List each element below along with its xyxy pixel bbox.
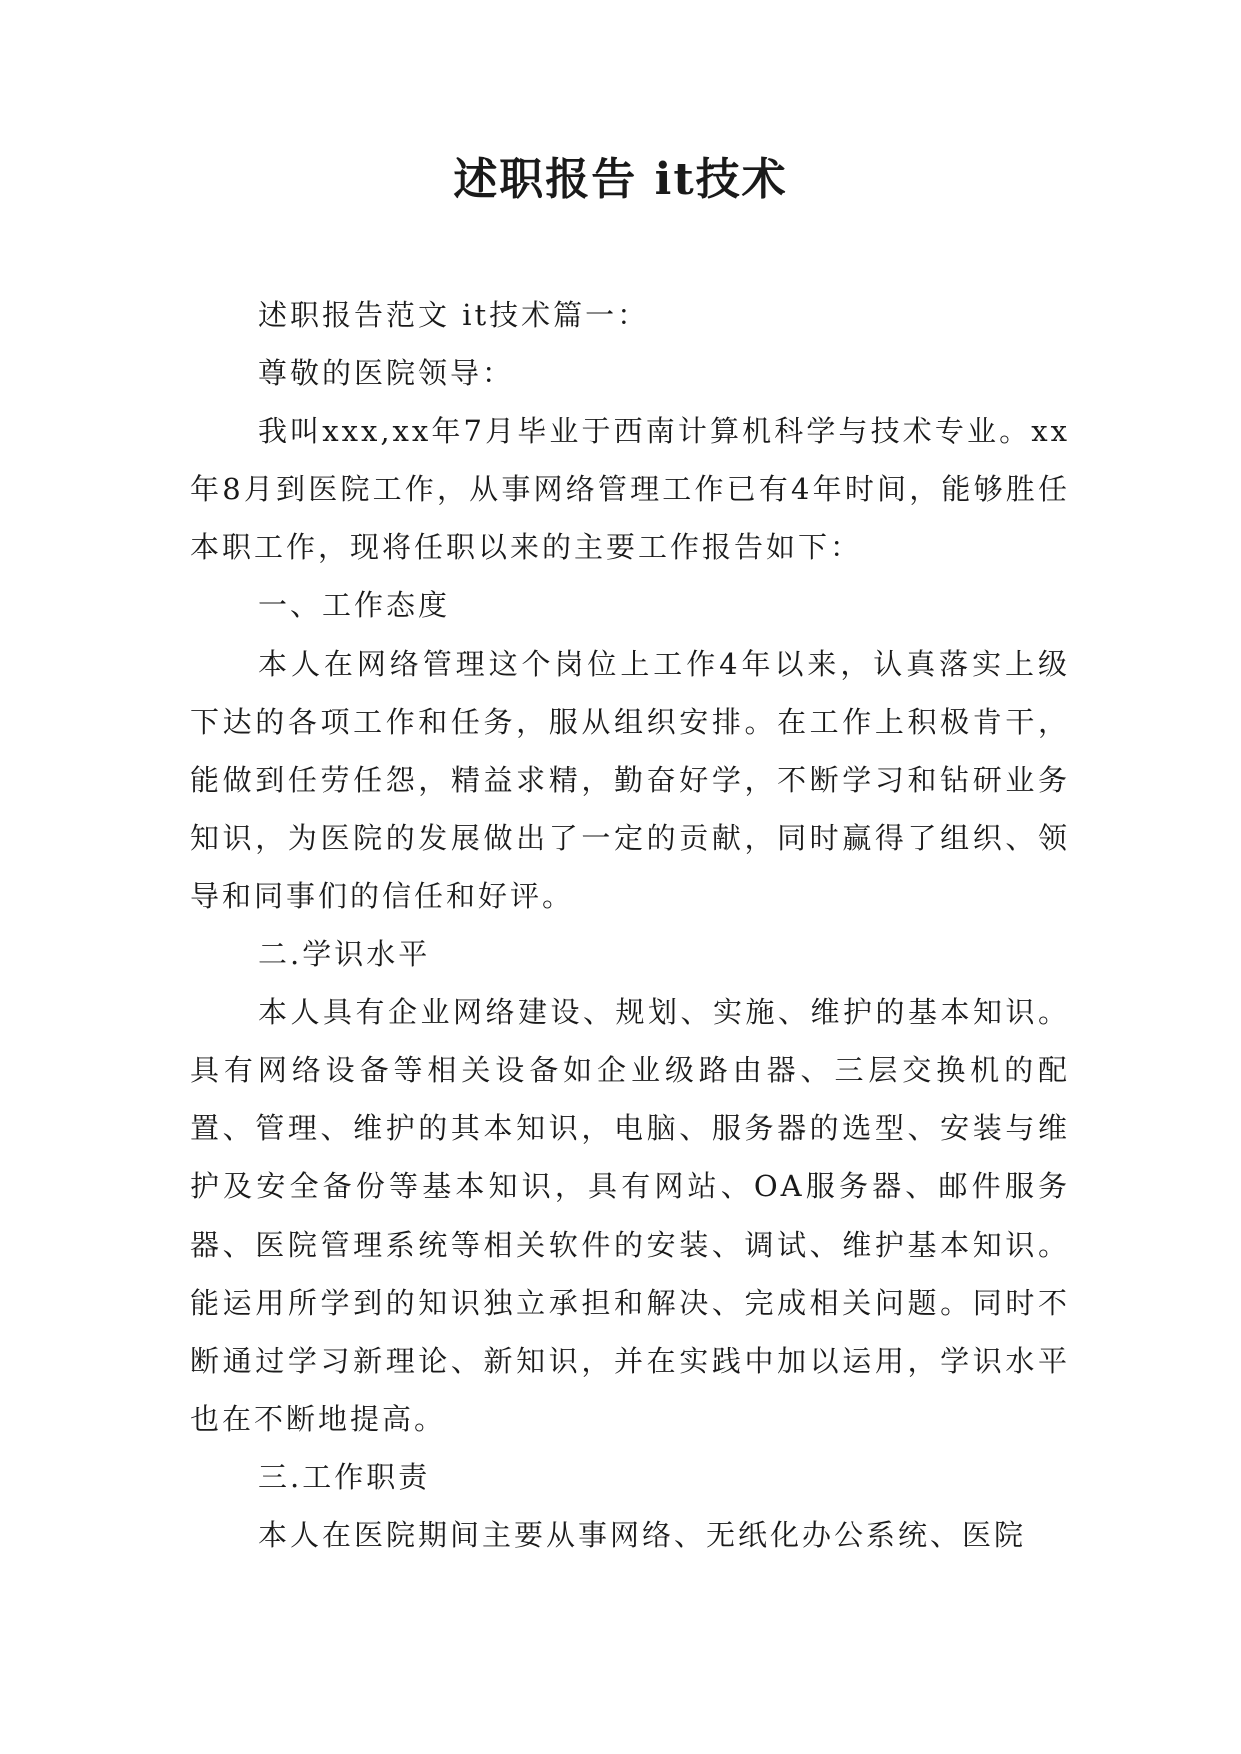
- section-heading-work-attitude: 一、工作态度: [258, 588, 451, 623]
- document-title: 述职报告 it技术: [453, 154, 788, 205]
- paragraph-salutation: 尊敬的医院领导：: [258, 356, 515, 391]
- section-heading-knowledge-level: 二.学识水平: [258, 937, 431, 972]
- paragraph-work-attitude: 本人在网络管理这个岗位上工作4年以来，认真落实上级下达的各项工作和任务，服从组织安排。在工作上积极肯干，能做到任劳任怨，精益求精，勤奋好学，不断学习和钻研业务知识，为医院的发展做出了一定的贡献，同时赢得了组织、领导和同事们的信任和好评。: [190, 646, 1070, 913]
- section-heading-job-duties: 三.工作职责: [258, 1459, 431, 1494]
- paragraph-self-introduction: 我叫xxx,xx年7月毕业于西南计算机科学与技术专业。xx年8月到医院工作，从事网络管理工作已有4年时间，能够胜任本职工作，现将任职以来的主要工作报告如下：: [190, 414, 1070, 565]
- paragraph-heading-intro: 述职报告范文 it技术篇一：: [258, 298, 650, 332]
- paragraph-job-duties: 本人在医院期间主要从事网络、无纸化办公系统、医院: [258, 1517, 1027, 1552]
- document-body: [190, 286, 1070, 1564]
- paragraph-knowledge-level: 本人具有企业网络建设、规划、实施、维护的基本知识。具有网络设备等相关设备如企业级路由器、三层交换机的配置、管理、维护的其本知识，电脑、服务器的选型、安装与维护及安全备份等基本知识，具有网站、OA服务器、邮件服务器、医院管理系统等相关软件的安装、调试、维护基本知识。能运用所学到的知识独立承担和解决、完成相关问题。同时不断通过学习新理论、新知识，并在实践中加以运用，学识水平也在不断地提高。: [190, 995, 1070, 1436]
